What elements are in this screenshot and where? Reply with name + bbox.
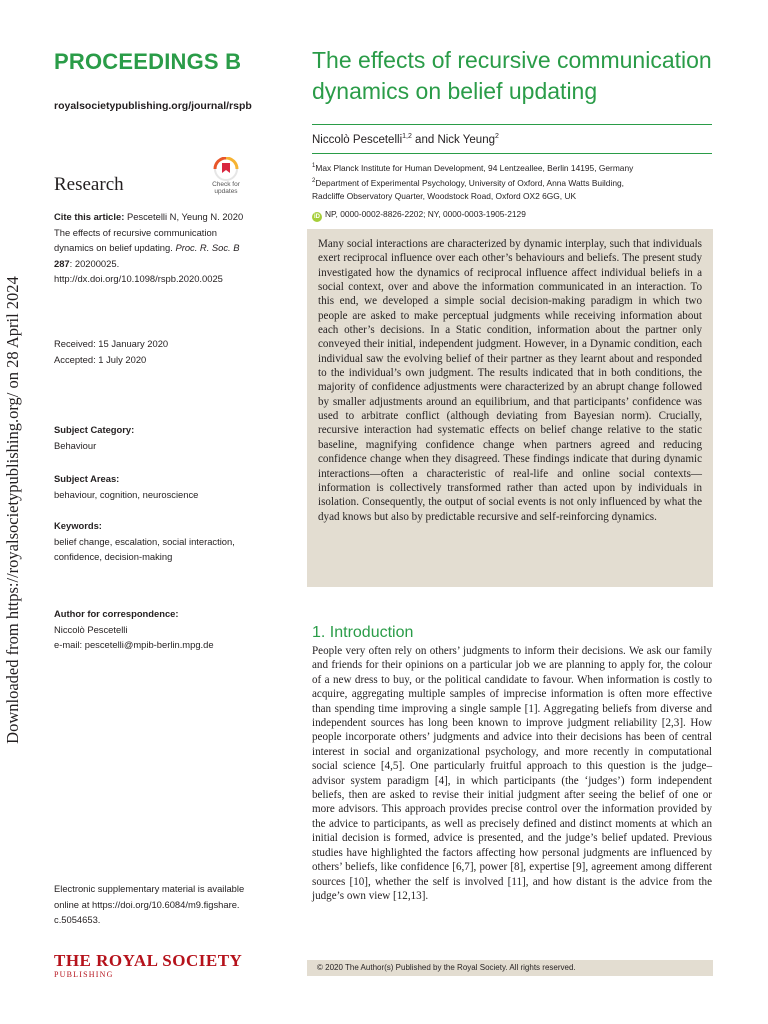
- introduction-paragraph: People very often rely on others’ judgments to inform their decisions. We ask our family and friends for their opinions on a particular job we are planning to apply for, the colour of a new dress to buy, or the political candidate to favour. When information is costly to acquire, aggregating multiple samples of imprecise information is often more effective than spending time improving a single sample [1]. Aggregating beliefs from diverse and independent sources has long been known to improve judgment reliability [2,3]. How people incorporate others’ judgments and advice into their decisions has been of central interest in social and organizational psychology, and more recently in computational social science [4,5]. One particularly fruitful approach to this question is the judge–advisor system paradigm [4], in which participants (the ‘judges’) form independent beliefs, then are asked to revise their initial judgment after seeing the belief of one or more advisors. This approach provides precise control over the information provided by the advice to participants, as well as precisely defined and distinct moments at which an initial decision is formed, advice is presented, and the judge’s belief updated. Previous studies have highlighted the factors affecting how personal judgments are influenced by others’ beliefs, like confidence [6,7], power [8], expertise [9], agreement among different sources [10], whether the self is involved [11], and how distant is the advice from the judge’s own view [12,13].: [312, 645, 712, 902]
- orcid-ids[interactable]: NP, 0000-0002-8826-2202; NY, 0000-0003-1905-2129: [325, 209, 526, 219]
- cite-text: Pescetelli N, Yeung N. 2020 The effects of recursive communication dynamics on belief updating.: [54, 211, 244, 254]
- keywords-line-2: confidence, decision-making: [54, 551, 173, 563]
- esm-line-3[interactable]: c.5054653.: [54, 914, 101, 926]
- esm-line-1: Electronic supplementary material is available: [54, 883, 245, 894]
- keywords-label: Keywords:: [54, 520, 102, 531]
- royal-society-logo: [54, 951, 242, 979]
- author-2-sup: 2: [494, 133, 499, 140]
- subject-areas-value: behaviour, cognition, neuroscience: [54, 488, 199, 500]
- download-stamp-text: Downloaded from https://royalsocietypublishing.org/ on 28 April 2024: [3, 276, 22, 744]
- introduction-heading: 1. Introduction: [312, 624, 414, 641]
- publisher-name: THE ROYAL SOCIETY: [54, 951, 243, 970]
- author-2: Nick Yeung: [437, 133, 495, 146]
- title-rule: [312, 124, 712, 125]
- esm-block: [54, 881, 254, 928]
- introduction-body: [312, 644, 712, 903]
- copyright-bar: [307, 960, 713, 976]
- author-rule: [312, 153, 712, 154]
- keywords-line-1: belief change, escalation, social interaction,: [54, 535, 235, 547]
- cite-doi-link[interactable]: http://dx.doi.org/10.1098/rspb.2020.0025: [54, 273, 223, 285]
- abstract-box: [307, 229, 713, 587]
- author-1: Niccolò Pescetelli: [312, 133, 403, 146]
- journal-name: PROCEEDINGS B: [54, 49, 242, 74]
- dates-block: [54, 336, 254, 367]
- orcid-icon[interactable]: iD: [314, 214, 320, 220]
- received-date: Received: 15 January 2020: [54, 338, 169, 349]
- journal-url[interactable]: royalsocietypublishing.org/journal/rspb: [54, 100, 252, 112]
- cite-label: Cite this article:: [54, 211, 125, 222]
- author-and: and: [411, 133, 438, 146]
- cite-article-id: : 20200025.: [69, 257, 120, 269]
- citation-block: [54, 209, 254, 287]
- cite-journal: Proc. R. Soc. B: [175, 242, 240, 254]
- affil-1: Max Planck Institute for Human Development, 94 Lentzeallee, Berlin 14195, Germany: [315, 162, 634, 173]
- subject-category-block: [54, 422, 254, 453]
- abstract-text: Many social interactions are characterized by dynamic interplay, such that individuals exert reciprocal influence over each other’s behaviours and beliefs. The present study investigated how the dynamics of reciprocal influence affect individual beliefs in a social context, over and above the information communicated in an interaction. To this end, we developed a simple social decision-making paradigm in which two people are asked to make perceptual judgments while receiving information about each other’s decisions. In a Static condition, information about the partner only conveyed their initial, independent judgment. However, in a Dynamic condition, each individual saw the evolving belief of their partner as they learnt about and responded to the individual’s own judgment. The results indicated that in both conditions, the majority of confidence adjustments were characterized by an abrupt change followed by smaller adjustments around an equilibrium, and that participants’ confidence was used to arbitrate conflict (although deviating from Bayesian norm). Crucially, recursive interaction had systematic effects on belief change relative to the static baseline, magnifying confidence change when partners agreed and reducing confidence change when they disagreed. These findings indicate that during dynamic interactions—often a characteristic of real-life and online social contexts—information is collectively transformed rather than acted upon by individuals in isolation. Consequently, the output of social events is not only influenced by what the dyad knows but also by predictable recursive and self-reinforcing dynamics.: [318, 238, 702, 523]
- affiliations: [312, 160, 712, 203]
- keywords-block: [54, 518, 254, 565]
- author-list: [312, 133, 499, 146]
- cite-volume: 287: [54, 257, 70, 269]
- affil-2-cont: Radcliffe Observatory Quarter, Woodstock Road, Oxford OX2 6GG, UK: [312, 190, 577, 201]
- subject-category-label: Subject Category:: [54, 424, 135, 435]
- esm-line-2[interactable]: online at https://doi.org/10.6084/m9.figshare.: [54, 898, 240, 910]
- correspondence-email[interactable]: e-mail: pescetelli@mpib-berlin.mpg.de: [54, 639, 214, 651]
- subject-areas-block: [54, 471, 254, 502]
- check-updates-label: Check for updates: [212, 181, 240, 195]
- orcid-line: [312, 209, 526, 222]
- correspondence-block: [54, 606, 254, 653]
- correspondence-name: Niccolò Pescetelli: [54, 623, 128, 635]
- check-updates-icon: [206, 157, 246, 183]
- affil-1-sup: 1: [312, 163, 316, 169]
- affil-2-sup: 2: [312, 177, 316, 184]
- subject-areas-label: Subject Areas:: [54, 473, 120, 484]
- publisher-sub: PUBLISHING: [54, 970, 114, 979]
- article-title: The effects of recursive communication dynamics on belief updating: [312, 47, 712, 104]
- subject-category-value: Behaviour: [54, 439, 97, 451]
- check-for-updates-badge[interactable]: [206, 157, 246, 201]
- section-label: Research: [54, 174, 124, 195]
- correspondence-label: Author for correspondence:: [54, 608, 179, 619]
- accepted-date: Accepted: 1 July 2020: [54, 353, 147, 365]
- copyright-text: © 2020 The Author(s) Published by the Royal Society. All rights reserved.: [317, 963, 576, 972]
- author-1-sup: 1,2: [402, 133, 412, 140]
- download-stamp: [2, 276, 24, 744]
- affil-2: Department of Experimental Psychology, University of Oxford, Anna Watts Building,: [315, 177, 624, 188]
